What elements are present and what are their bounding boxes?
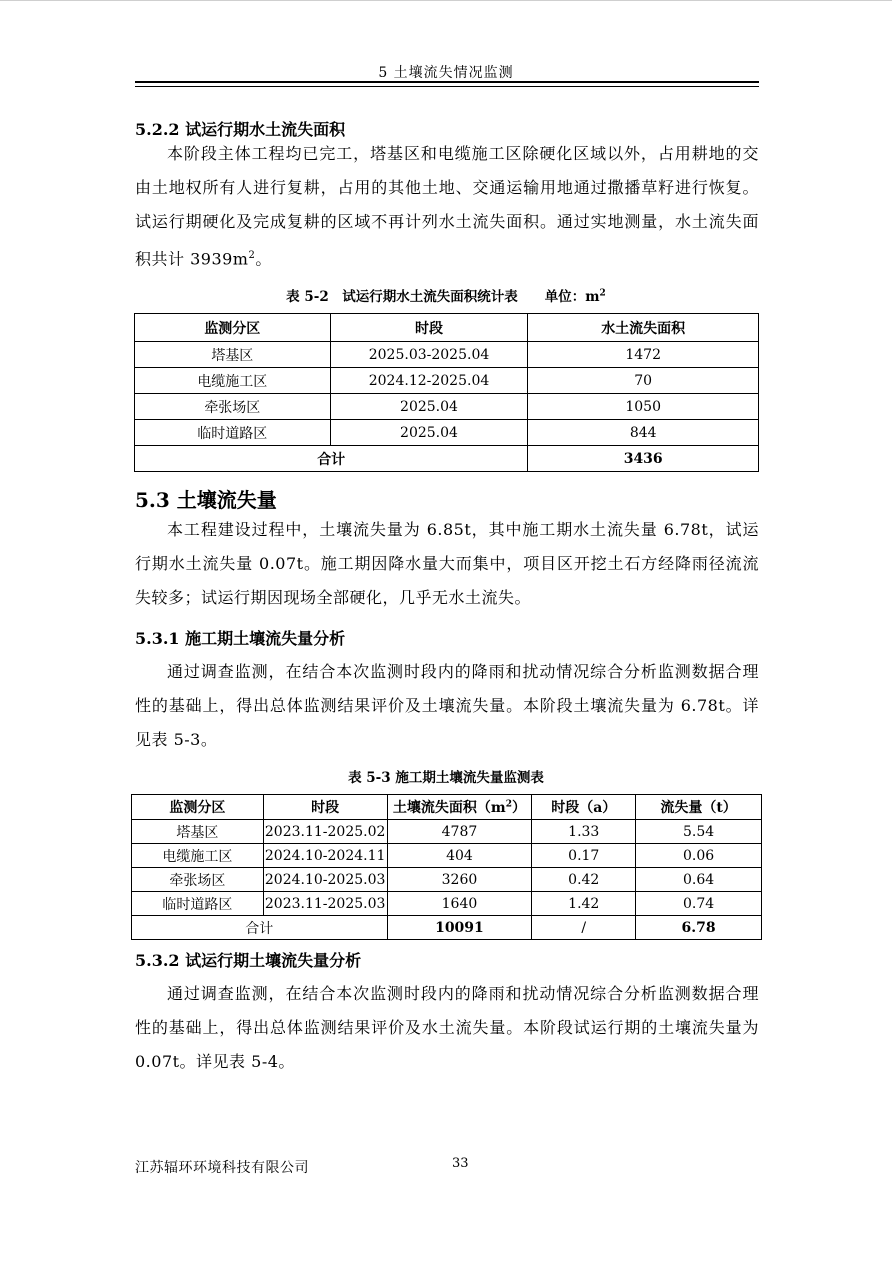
col-header-period: 时段 [263,795,387,820]
header-rule-thin [135,86,759,87]
col-header-area [387,795,532,820]
cell-area: 4787 [387,820,532,844]
heading-5-3: 5.3 土壤流失量 [135,488,277,512]
paragraph-5-2-2-end: 。 [255,249,272,269]
col-header-years: 时段（a） [532,795,636,820]
cell-loss: 0.06 [636,844,762,868]
table-row [132,844,762,868]
cell-zone: 电缆施工区 [132,844,264,868]
page-number: 33 [452,1156,469,1171]
table-total-row [135,446,759,472]
col-header-period: 时段 [330,314,528,342]
table-row [132,892,762,916]
cell-years: 0.42 [532,868,636,892]
superscript-2: 2 [248,250,256,261]
table-5-2-caption-text: 表 5-2 试运行期水土流失面积统计表 单位：m [286,289,600,305]
cell-period: 2025.04 [330,420,528,446]
cell-zone: 电缆施工区 [135,368,331,394]
cell-area: 3260 [387,868,532,892]
table-5-3 [131,794,762,940]
heading-5-3-1: 5.3.1 施工期土壤流失量分析 [135,629,346,648]
paragraph-5-3: 本工程建设过程中，土壤流失量为 6.85t，其中施工期水土流失量 6.78t，试运行期水土流失量 0.07t。施工期因降水量大而集中，项目区开挖土石方经降雨径流流失较多；试运行期因现场全部硬化，几乎无水土流失。 [135,520,759,607]
header-superscript: 2 [505,799,512,810]
cell-area: 844 [528,420,759,446]
col-header-zone: 监测分区 [135,314,331,342]
total-area: 10091 [387,916,532,940]
footer-company: 江苏辐环环境科技有限公司 [135,1160,309,1176]
cell-area: 1050 [528,394,759,420]
table-row [132,868,762,892]
cell-area: 1640 [387,892,532,916]
table-5-2-caption [0,285,892,305]
cell-zone: 牵张场区 [132,868,264,892]
heading-5-2-2: 5.2.2 试运行期水土流失面积 [135,120,346,139]
heading-5-3-2: 5.3.2 试运行期土壤流失量分析 [135,951,362,970]
col-header-area-text: 土壤流失面积（m [392,800,506,816]
header-rule-thick [135,81,759,83]
total-loss: 6.78 [636,916,762,940]
cell-period: 2025.03-2025.04 [330,342,528,368]
table-header-row [135,314,759,342]
cell-area: 70 [528,368,759,394]
col-header-loss: 流失量（t） [636,795,762,820]
cell-period: 2024.12-2025.04 [330,368,528,394]
running-header-title: 5 土壤流失情况监测 [378,65,514,81]
col-header-zone: 监测分区 [132,795,264,820]
total-label: 合计 [132,916,388,940]
cell-years: 1.33 [532,820,636,844]
cell-zone: 临时道路区 [132,892,264,916]
table-row [135,394,759,420]
table-total-row [132,916,762,940]
table-row [135,368,759,394]
table-row [135,420,759,446]
total-label: 合计 [135,446,528,472]
cell-zone: 牵张场区 [135,394,331,420]
cell-period: 2025.04 [330,394,528,420]
table-header-row [132,795,762,820]
cell-years: 1.42 [532,892,636,916]
paragraph-5-2-2 [135,137,759,276]
paragraph-5-3-2: 通过调查监测，在结合本次监测时段内的降雨和扰动情况综合分析监测数据合理性的基础上，得出总体监测结果评价及水土流失量。本阶段试运行期的土壤流失量为 0.07t。详见表 5-4。 [135,984,759,1071]
col-header-area: 水土流失面积 [528,314,759,342]
cell-loss: 5.54 [636,820,762,844]
cell-loss: 0.74 [636,892,762,916]
table-5-2 [134,313,759,472]
cell-zone: 临时道路区 [135,420,331,446]
cell-area: 1472 [528,342,759,368]
paragraph-5-3-1: 通过调查监测，在结合本次监测时段内的降雨和扰动情况综合分析监测数据合理性的基础上，得出总体监测结果评价及土壤流失量。本阶段土壤流失量为 6.78t。详见表 5-3。 [135,662,759,749]
cell-period: 2024.10-2025.03 [263,868,387,892]
table-row [135,342,759,368]
paragraph-5-2-2-text: 本阶段主体工程均已完工，塔基区和电缆施工区除硬化区域以外，占用耕地的交由土地权所有人进行复耕，占用的其他土地、交通运输用地通过撒播草籽进行恢复。试运行期硬化及完成复耕的区域不再计列水土流失面积。通过实地测量，水土流失面积共计 3939m [135,144,759,269]
table-row [132,820,762,844]
cell-period: 2023.11-2025.02 [263,820,387,844]
col-header-area-end: ） [511,800,526,816]
cell-area: 404 [387,844,532,868]
total-area: 3436 [528,446,759,472]
cell-loss: 0.64 [636,868,762,892]
page-top-border [0,0,892,1]
cell-zone: 塔基区 [135,342,331,368]
cell-period: 2023.11-2025.03 [263,892,387,916]
cell-years: 0.17 [532,844,636,868]
caption-superscript: 2 [599,288,606,299]
cell-zone: 塔基区 [132,820,264,844]
table-5-3-caption: 表 5-3 施工期土壤流失量监测表 [348,770,544,786]
total-years: / [532,916,636,940]
cell-period: 2024.10-2024.11 [263,844,387,868]
